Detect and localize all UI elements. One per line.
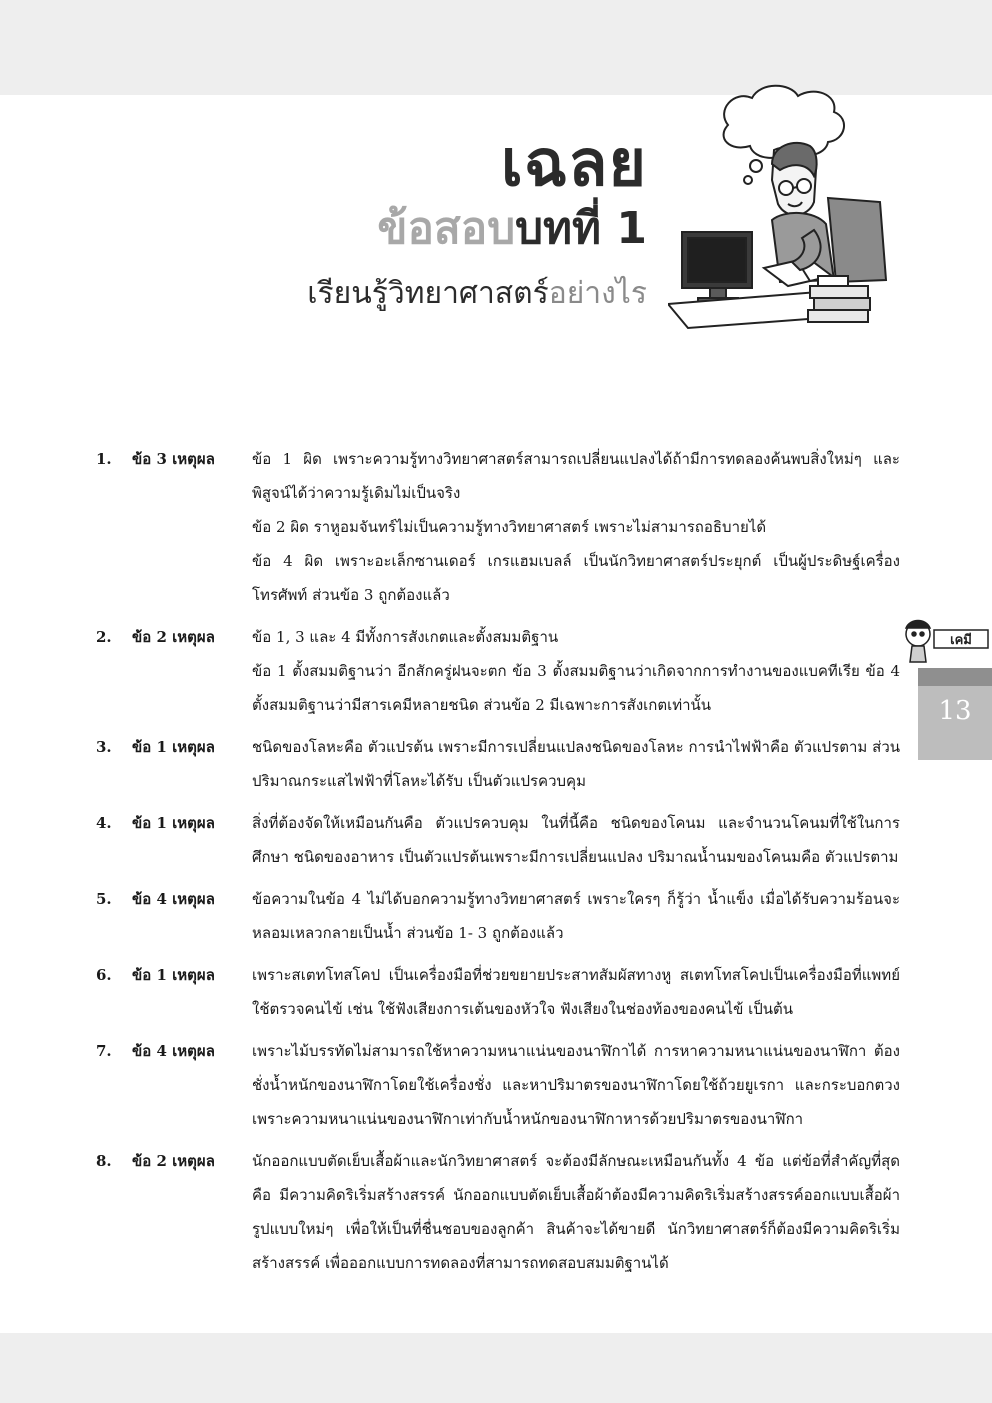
answer-item — [96, 882, 900, 950]
topic-accent: อย่างไร — [548, 276, 647, 311]
explanation-paragraph: เพราะสเตทโทสโคป เป็นเครื่องมือที่ช่วยขยายประสาทสัมผัสทางหู สเตทโทสโคปเป็นเครื่องมือที่แพทย์ใช้ตรวจคนไข้ เช่น ใช้ฟังเสียงการเต้นของหัวใจ ฟังเสียงในช่องท้องของคนไข้ เป็นต้น — [252, 966, 900, 1018]
page-title: เฉลย — [500, 127, 647, 201]
answer-explanation — [252, 620, 900, 722]
answer-choice: ข้อ 1 เหตุผล — [132, 738, 215, 756]
answer-item — [96, 1034, 900, 1136]
answer-explanation — [252, 1144, 900, 1280]
explanation-paragraph: ข้อ 4 ผิด เพราะอะเล็กซานเดอร์ เกรแฮมเบลล์ เป็นนักวิทยาศาสตร์ประยุกต์ เป็นผู้ประดิษฐ์เครื่องโทรศัพท์ ส่วนข้อ 3 ถูกต้องแล้ว — [252, 552, 900, 604]
answer-number: 7. — [96, 1042, 112, 1060]
page-number-tab-header — [918, 668, 992, 686]
answer-number: 1. — [96, 450, 112, 468]
page-number-tab — [918, 668, 992, 760]
answer-choice: ข้อ 3 เหตุผล — [132, 450, 215, 468]
answer-item — [96, 958, 900, 1026]
answer-item — [96, 1144, 900, 1280]
answer-number: 5. — [96, 890, 112, 908]
answer-choice: ข้อ 2 เหตุผล — [132, 628, 215, 646]
subtitle-chapter-label: บทที่ 1 — [515, 203, 647, 254]
explanation-paragraph: สิ่งที่ต้องจัดให้เหมือนกันคือ ตัวแปรควบคุม ในที่นี้คือ ชนิดของโคนม และจำนวนโคนมที่ใช้ในการศึกษา ชนิดของอาหาร เป็นตัวแปรต้นเพราะมีการเปลี่ยนแปลง ปริมาณน้ำนมของโคนมคือ ตัวแปรตาม — [252, 814, 900, 866]
answer-choice: ข้อ 2 เหตุผล — [132, 1152, 215, 1170]
answer-choice: ข้อ 1 เหตุผล — [132, 966, 215, 984]
answer-choice: ข้อ 1 เหตุผล — [132, 814, 215, 832]
answer-choice: ข้อ 4 เหตุผล — [132, 1042, 215, 1060]
explanation-paragraph: ข้อความในข้อ 4 ไม่ได้บอกความรู้ทางวิทยาศาสตร์ เพราะใครๆ ก็รู้ว่า น้ำแข็ง เมื่อได้รับความร้อนจะหลอมเหลวกลายเป็นน้ำ ส่วนข้อ 1- 3 ถูกต้องแล้ว — [252, 890, 900, 942]
answer-explanation — [252, 958, 900, 1026]
answer-list — [96, 442, 900, 1288]
bottom-margin-band — [0, 1333, 992, 1403]
explanation-paragraph: ข้อ 1, 3 และ 4 มีทั้งการสังเกตและตั้งสมมติฐาน — [252, 628, 559, 646]
subject-label: เคมี — [950, 633, 972, 648]
explanation-paragraph: นักออกแบบตัดเย็บเสื้อผ้าและนักวิทยาศาสตร์ จะต้องมีลักษณะเหมือนกันทั้ง 4 ข้อ แต่ข้อที่สำคัญที่สุด คือ มีความคิดริเริ่มสร้างสรรค์ นักออกแบบตัดเย็บเสื้อผ้าต้องมีความคิดริเริ่มสร้างสรรค์ออกแบบเสื้อผ้ารูปแบบใหม่ๆ เพื่อให้เป็นที่ชื่นชอบของลูกค้า สินค้าจะได้ขายดี นักวิทยาศาสตร์ก็ต้องมีความคิดริเริ่มสร้างสรรค์ เพื่อออกแบบการทดลองที่สามารถทดสอบสมมติฐานได้ — [252, 1152, 900, 1272]
answer-choice: ข้อ 4 เหตุผล — [132, 890, 215, 908]
chemistry-mascot-icon — [898, 612, 992, 668]
topic-main: เรียนรู้วิทยาศาสตร์ — [307, 276, 549, 311]
explanation-paragraph: ข้อ 2 ผิด ราหูอมจันทร์ไม่เป็นความรู้ทางวิทยาศาสตร์ เพราะไม่สามารถอธิบายได้ — [252, 518, 767, 536]
answer-item — [96, 730, 900, 798]
answer-explanation — [252, 882, 900, 950]
answer-explanation — [252, 442, 900, 612]
explanation-paragraph: เพราะไม้บรรทัดไม่สามารถใช้หาความหนาแน่นของนาฬิกาได้ การหาความหนาแน่นของนาฬิกา ต้องชั่งน้ำหนักของนาฬิกาโดยใช้เครื่องชั่ง และหาปริมาตรของนาฬิกาโดยใช้ถ้วยยูเรกา และกระบอกตวง เพราะความหนาแน่นของนาฬิกาเท่ากับน้ำหนักของนาฬิกาหารด้วยปริมาตรของนาฬิกา — [252, 1042, 900, 1128]
chapter-topic — [307, 274, 647, 314]
answer-number: 6. — [96, 966, 112, 984]
explanation-paragraph: ข้อ 1 ตั้งสมมติฐานว่า อีกสักครู่ฝนจะตก ข้อ 3 ตั้งสมมติฐานว่าเกิดจากการทำงานของแบคทีเรีย ข้อ 4 ตั้งสมมติฐานว่ามีสารเคมีหลายชนิด ส่วนข้อ 2 มีเฉพาะการสังเกตเท่านั้น — [252, 662, 900, 714]
chapter-subtitle — [307, 202, 647, 256]
answer-item — [96, 442, 900, 612]
answer-number: 3. — [96, 738, 112, 756]
page-number: 13 — [938, 696, 972, 726]
answer-explanation — [252, 730, 900, 798]
answer-explanation — [252, 1034, 900, 1136]
answer-number: 2. — [96, 628, 112, 646]
answer-explanation — [252, 806, 900, 874]
chapter-title-block — [307, 127, 647, 314]
answer-item — [96, 806, 900, 874]
answer-number: 8. — [96, 1152, 112, 1170]
explanation-paragraph: ชนิดของโลหะคือ ตัวแปรต้น เพราะมีการเปลี่ยนแปลงชนิดของโลหะ การนำไฟฟ้าคือ ตัวแปรตาม ส่วนปริมาณกระแสไฟฟ้าที่โลหะได้รับ เป็นตัวแปรควบคุม — [252, 738, 900, 790]
explanation-paragraph: ข้อ 1 ผิด เพราะความรู้ทางวิทยาศาสตร์สามารถเปลี่ยนแปลงได้ถ้ามีการทดลองค้นพบสิ่งใหม่ๆ และพิสูจน์ได้ว่าความรู้เดิมไม่เป็นจริง — [252, 450, 900, 502]
subtitle-exam-label: ข้อสอบ — [377, 203, 516, 254]
student-at-desk-illustration — [668, 80, 908, 335]
answer-item — [96, 620, 900, 722]
answer-number: 4. — [96, 814, 112, 832]
